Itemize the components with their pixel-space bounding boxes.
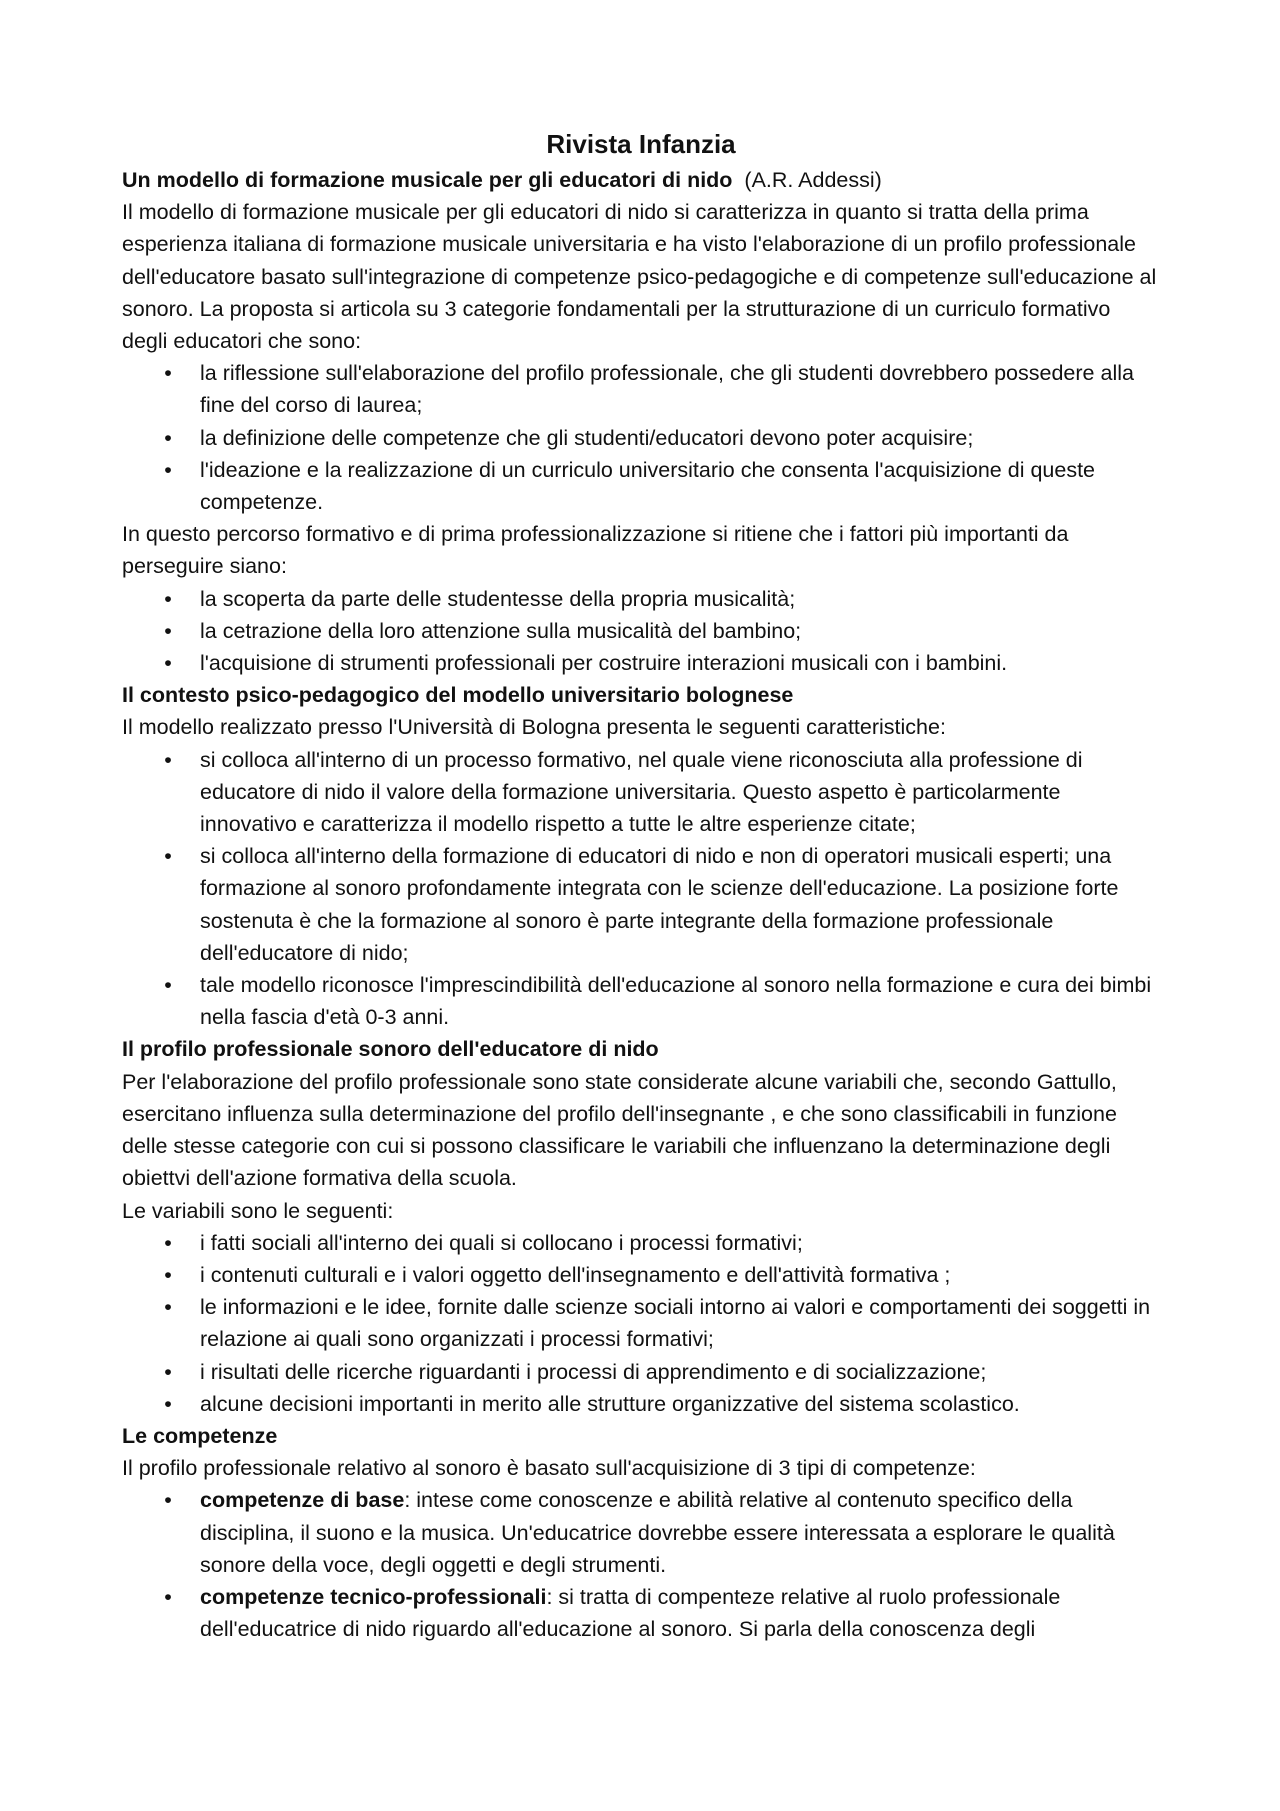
list-item: • l'ideazione e la realizzazione di un curriculo universitario che consenta l'acquisizione di queste competenze. <box>122 454 1160 518</box>
paragraph: Il modello di formazione musicale per gli educatori di nido si caratterizza in quanto si tratta della prima esperienza italiana di formazione musicale universitaria e ha visto l'elaborazione di un profilo professionale dell'educatore basato sull'integrazione di competenze psico-pedagogiche e di competenze sull'educazione al sonoro. La proposta si articola su 3 categorie fondamentali per la strutturazione di un curriculo formativo degli educatori che sono: <box>122 200 1157 354</box>
list-item: • la scoperta da parte delle studentesse della propria musicalità; <box>122 583 1160 615</box>
section-heading-contesto: Il contesto psico-pedagogico del modello universitario bolognese <box>122 683 794 708</box>
bullet-icon: • <box>164 457 172 482</box>
list-item: • i contenuti culturali e i valori oggetto dell'insegnamento e dell'attività formativa ; <box>122 1259 1160 1291</box>
bullet-icon: • <box>164 1262 172 1287</box>
bullet-icon: • <box>164 618 172 643</box>
term: competenze di base <box>200 1488 405 1513</box>
bullet-icon: • <box>164 586 172 611</box>
bullet-icon: • <box>164 651 172 676</box>
paragraph: Il modello realizzato presso l'Università di Bologna presenta le seguenti caratteristiche: <box>122 715 946 740</box>
bullet-icon: • <box>164 1391 172 1416</box>
list-item: • la definizione delle competenze che gli studenti/educatori devono poter acquisire; <box>122 422 1160 454</box>
bullet-icon: • <box>164 1230 172 1255</box>
section-heading-competenze: Le competenze <box>122 1423 278 1448</box>
list-item: • i risultati delle ricerche riguardanti i processi di apprendimento e di socializzazione; <box>122 1356 1160 1388</box>
list-item: • i fatti sociali all'interno dei quali si collocano i processi formativi; <box>122 1227 1160 1259</box>
list-item: • alcune decisioni importanti in merito alle strutture organizzative del sistema scolastico. <box>122 1388 1160 1420</box>
heading-text: Un modello di formazione musicale per gli educatori di nido <box>122 168 733 192</box>
list-item: • l'acquisione di strumenti professionali per costruire interazioni musicali con i bambini. <box>122 647 1160 679</box>
list-item: • si colloca all'interno della formazione di educatori di nido e non di operatori musicali esperti; una formazione al sonoro profondamente integrata con le scienze dell'educazione. La posizione forte sostenuta è che la formazione al sonoro è parte integrante della formazione professionale dell'educatore di nido; <box>122 840 1160 969</box>
bullet-icon: • <box>164 973 172 998</box>
paragraph: Per l'elaborazione del profilo professionale sono state considerate alcune variabili che, secondo Gattullo, esercitano influenza sulla determinazione del profilo dell'insegnante , e che sono classificabili in funzione delle stesse categorie con cui si possono classificare le variabili che influenzano la determinazione degli obiettvi dell'azione formativa della scuola. <box>122 1069 1117 1191</box>
list-item: • la riflessione sull'elaborazione del profilo professionale, che gli studenti dovrebbero possedere alla fine del corso di laurea; <box>122 357 1160 421</box>
list-item: • tale modello riconosce l'imprescindibilità dell'educazione al sonoro nella formazione e cura dei bimbi nella fascia d'età 0-3 anni. <box>122 969 1160 1033</box>
term: competenze tecnico-professionali <box>200 1584 547 1609</box>
bullet-list <box>122 744 1160 1034</box>
bullet-list <box>122 583 1160 680</box>
bullet-list <box>122 357 1160 518</box>
paragraph: Il profilo professionale relativo al sonoro è basato sull'acquisizione di 3 tipi di competenze: <box>122 1456 976 1481</box>
section-heading-modello <box>122 164 1160 196</box>
bullet-icon: • <box>164 361 172 386</box>
author-credit: (A.R. Addessi) <box>744 168 882 192</box>
bullet-icon: • <box>164 1488 172 1513</box>
paragraph: In questo percorso formativo e di prima professionalizzazione si ritiene che i fattori più importanti da perseguire siano: <box>122 522 1069 579</box>
bullet-icon: • <box>164 1584 172 1609</box>
list-item: • competenze tecnico-professionali: si tratta di compenteze relative al ruolo professionale dell'educatrice di nido riguardo all'educazione al sonoro. Si parla della conoscenza degli <box>122 1581 1160 1645</box>
section-heading-profilo: Il profilo professionale sonoro dell'educatore di nido <box>122 1037 659 1062</box>
bullet-icon: • <box>164 425 172 450</box>
list-item: • le informazioni e le idee, fornite dalle scienze sociali intorno ai valori e comportamenti dei soggetti in relazione ai quali sono organizzati i processi formativi; <box>122 1291 1160 1355</box>
bullet-icon: • <box>164 1295 172 1320</box>
document-title: Rivista Infanzia <box>546 129 736 159</box>
bullet-list <box>122 1484 1160 1645</box>
bullet-icon: • <box>164 844 172 869</box>
bullet-icon: • <box>164 747 172 772</box>
bullet-list <box>122 1227 1160 1420</box>
list-item: • la cetrazione della loro attenzione sulla musicalità del bambino; <box>122 615 1160 647</box>
list-item: • competenze di base: intese come conoscenze e abilità relative al contenuto specifico della disciplina, il suono e la musica. Un'educatrice dovrebbe essere interessata a esplorare le qualità sonore della voce, degli oggetti e degli strumenti. <box>122 1484 1160 1581</box>
paragraph: Le variabili sono le seguenti: <box>122 1198 394 1223</box>
bullet-icon: • <box>164 1359 172 1384</box>
list-item: • si colloca all'interno di un processo formativo, nel quale viene riconosciuta alla professione di educatore di nido il valore della formazione universitaria. Questo aspetto è particolarmente innovativo e caratterizza il modello rispetto a tutte le altre esperienze citate; <box>122 744 1160 841</box>
